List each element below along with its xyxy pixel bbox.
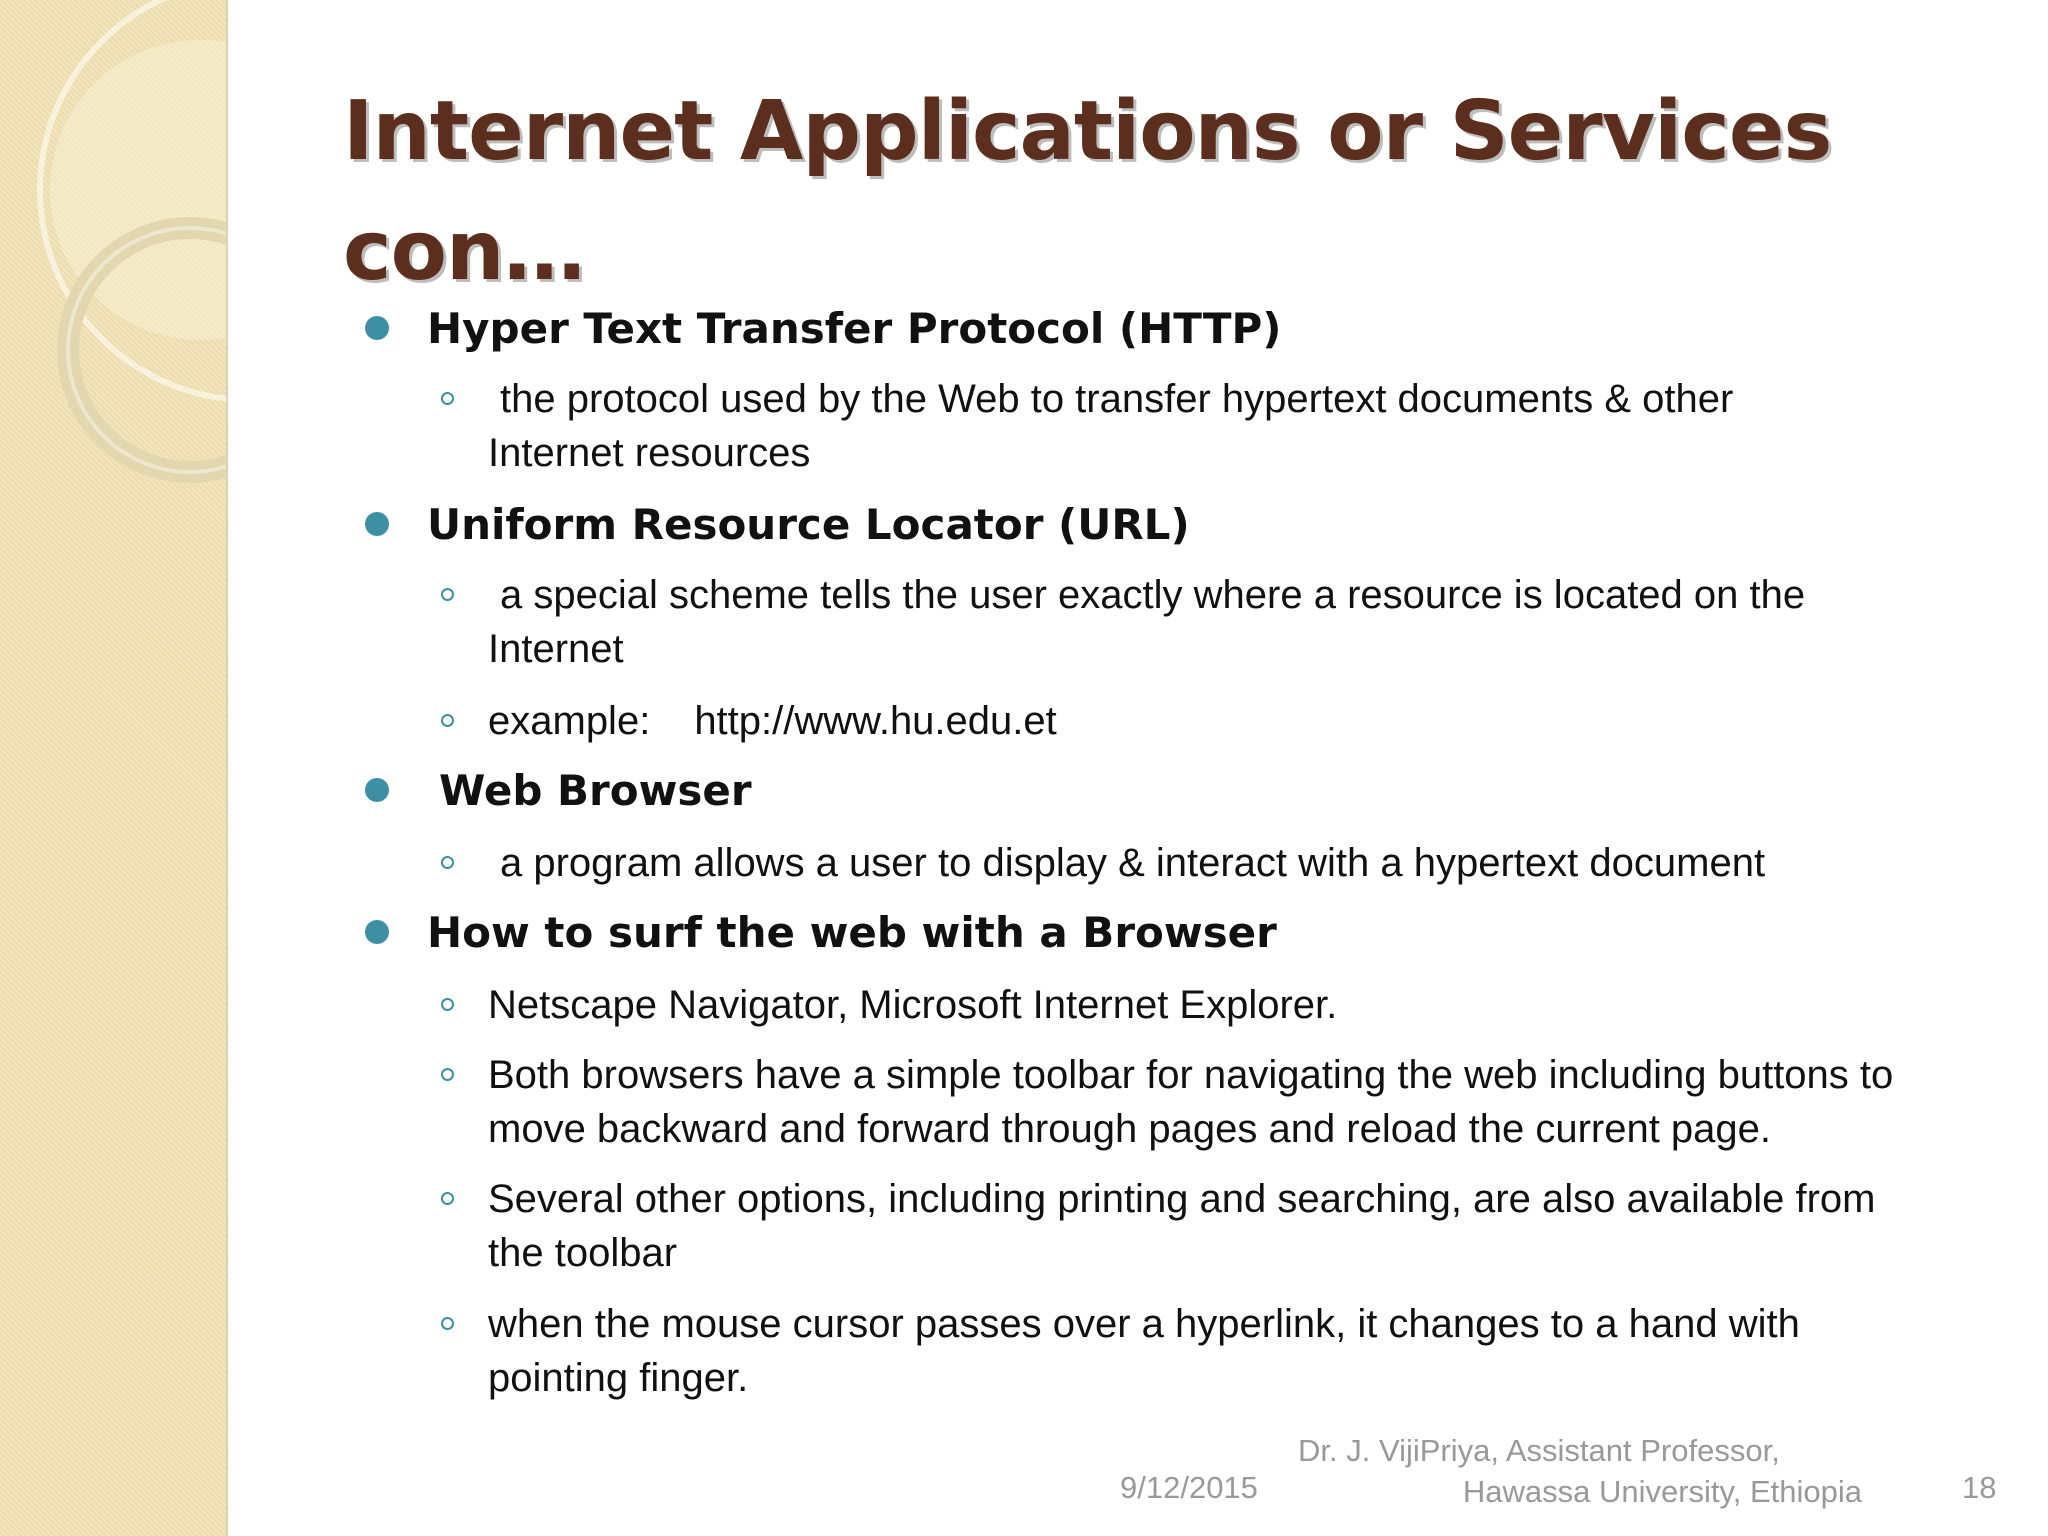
example-label: example: <box>488 699 651 743</box>
sub-bullet-text: move backward and forward through pages and reload the current page. <box>488 1107 1772 1151</box>
sub-bullet-text: a program allows a user to display & interact with a hypertext document <box>500 841 1766 885</box>
sub-bullet-text: Netscape Navigator, Microsoft Internet Explorer. <box>488 983 1338 1027</box>
sub-bullet-text: Both browsers have a simple toolbar for navigating the web including buttons to <box>488 1053 1894 1097</box>
example-url: http://www.hu.edu.et <box>694 699 1057 743</box>
bullet-url <box>427 498 1190 552</box>
sub-bullet-text: the protocol used by the Web to transfer hypertext documents & other <box>500 377 1734 421</box>
footer-date: 9/12/2015 <box>1120 1470 1258 1505</box>
sub-bullet <box>488 568 1805 676</box>
sub-bullet-text: Internet <box>488 627 624 671</box>
bullet-how-to-surf <box>427 906 1277 960</box>
bullet-http <box>427 302 1281 356</box>
sub-bullet <box>488 1297 1800 1405</box>
sub-bullet-text: when the mouse cursor passes over a hyperlink, it changes to a hand with <box>488 1302 1800 1346</box>
bullet-heading: How to surf the web with a Browser <box>427 908 1277 957</box>
sub-bullet <box>488 1048 1893 1156</box>
bullet-heading: Web Browser <box>439 766 752 815</box>
footer-author <box>1298 1430 1862 1512</box>
sub-bullet-example <box>488 694 1057 748</box>
bullet-dot-icon <box>365 920 389 944</box>
bullet-dot-icon <box>365 512 389 536</box>
footer-author-line-2: Hawassa University, Ethiopia <box>1462 1474 1862 1509</box>
decorative-rings <box>0 0 226 520</box>
decorative-sidebar <box>0 0 228 1536</box>
slide-number: 18 <box>1962 1470 1997 1505</box>
sub-bullet-ring-icon <box>441 856 454 869</box>
sub-bullet-text: a special scheme tells the user exactly where a resource is located on the <box>500 573 1806 617</box>
sub-bullet-ring-icon <box>441 588 454 601</box>
sub-bullet-ring-icon <box>441 1068 454 1081</box>
sub-bullet-text: pointing finger. <box>488 1356 749 1400</box>
sub-bullet-text: Several other options, including printing and searching, are also available from <box>488 1177 1876 1221</box>
sub-bullet <box>488 372 1733 480</box>
sub-bullet-ring-icon <box>441 392 454 405</box>
sub-bullet-ring-icon <box>441 1317 454 1330</box>
sub-bullet <box>488 978 1337 1032</box>
bullet-heading: Uniform Resource Locator (URL) <box>427 500 1190 549</box>
sub-bullet-ring-icon <box>441 998 454 1011</box>
sub-bullet-text: the toolbar <box>488 1231 678 1275</box>
sub-bullet <box>488 836 1765 890</box>
bullet-heading: Hyper Text Transfer Protocol (HTTP) <box>427 304 1282 353</box>
sub-bullet-ring-icon <box>441 1192 454 1205</box>
footer-author-line-1: Dr. J. VijiPriya, Assistant Professor, <box>1298 1433 1780 1468</box>
sub-bullet-text: Internet resources <box>488 431 811 475</box>
sub-bullet-ring-icon <box>441 714 454 727</box>
bullet-dot-icon <box>365 316 389 340</box>
slide-title-line-2: con… <box>343 204 585 299</box>
slide-title-line-1: Internet Applications or Services <box>343 84 1832 179</box>
slide-title <box>343 72 1963 312</box>
bullet-web-browser <box>439 764 752 818</box>
sub-bullet <box>488 1172 1875 1280</box>
bullet-dot-icon <box>365 778 389 802</box>
